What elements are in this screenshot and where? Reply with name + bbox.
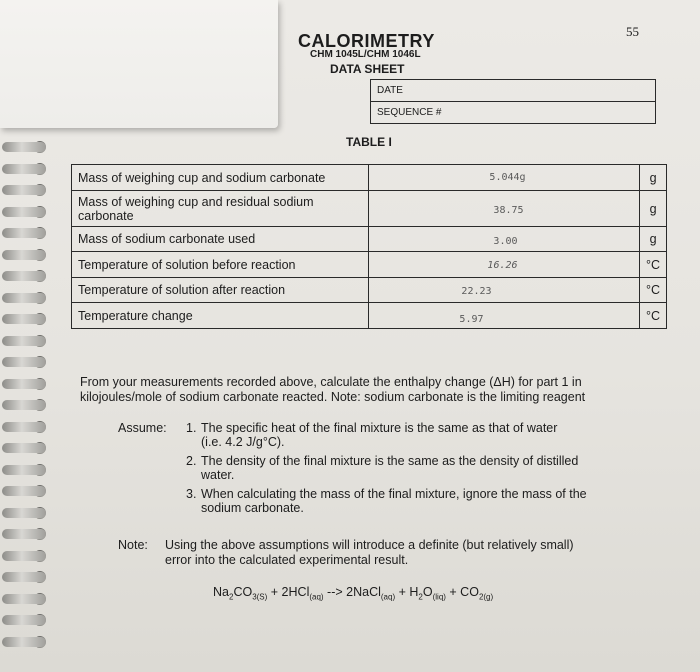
table-row — [72, 227, 667, 252]
handwritten-value: 22.23 — [461, 286, 492, 297]
handwritten-value: 3.00 — [493, 236, 518, 247]
row-unit: °C — [640, 278, 667, 303]
binding-ring — [2, 422, 46, 432]
row-value-cell — [369, 278, 640, 303]
row-unit: °C — [640, 252, 667, 278]
eq-subscript: 2(g) — [478, 592, 494, 602]
row-label: Mass of weighing cup and residual sodium carbonate — [72, 191, 369, 227]
handwritten-value: 5.044g — [489, 172, 526, 183]
row-label: Mass of weighing cup and sodium carbonate — [72, 165, 369, 191]
table-row — [72, 303, 667, 329]
date-field: DATE — [371, 80, 656, 102]
table-row — [72, 278, 667, 303]
eq-part: + CO — [445, 585, 479, 599]
eq-subscript: 2 — [228, 592, 234, 602]
row-unit: g — [640, 227, 667, 252]
note-text — [165, 538, 645, 568]
handwritten-value: 5.97 — [459, 314, 484, 325]
note-label: Note: — [118, 538, 148, 552]
note-line-2: error into the calculated experimental result. — [165, 553, 409, 567]
data-table — [71, 164, 667, 329]
table-title: TABLE I — [346, 135, 392, 149]
eq-subscript: 3(S) — [252, 592, 268, 602]
binding-ring — [2, 293, 46, 303]
binding-ring — [2, 164, 46, 174]
row-value-cell — [369, 165, 640, 191]
row-unit: °C — [640, 303, 667, 329]
binding-ring — [2, 207, 46, 217]
binding-ring — [2, 486, 46, 496]
assumption-3-number: 3. — [186, 487, 197, 501]
handwritten-value: 16.26 — [487, 260, 518, 271]
binding-ring — [2, 637, 46, 647]
table-row — [72, 165, 667, 191]
binding-ring — [2, 551, 46, 561]
assumption-3-text-cont: sodium carbonate. — [201, 501, 304, 515]
eq-subscript: (aq) — [309, 592, 324, 602]
row-value-cell — [369, 252, 640, 278]
row-label: Temperature change — [72, 303, 369, 329]
assumption-2-number: 2. — [186, 454, 197, 468]
sequence-field: SEQUENCE # — [371, 102, 656, 124]
binding-ring — [2, 250, 46, 260]
binding-ring — [2, 465, 46, 475]
row-label: Temperature of solution before reaction — [72, 252, 369, 278]
folded-page-corner — [0, 0, 278, 128]
table-row — [72, 191, 667, 227]
binding-ring — [2, 379, 46, 389]
chemical-equation — [213, 585, 493, 602]
eq-part: O — [422, 585, 433, 599]
eq-part: Na — [213, 585, 229, 599]
page-title: CALORIMETRY — [298, 31, 435, 51]
date-sequence-table — [370, 79, 656, 124]
assumption-1-text: The specific heat of the final mixture is the same as that of water — [201, 421, 558, 435]
binding-ring — [2, 508, 46, 518]
binding-ring — [2, 185, 46, 195]
note-line-1: Using the above assumptions will introduce a definite (but relatively small) — [165, 538, 574, 552]
eq-subscript: (liq) — [432, 592, 446, 602]
eq-part: CO — [233, 585, 253, 599]
row-label: Mass of sodium carbonate used — [72, 227, 369, 252]
handwritten-value: 38.75 — [493, 205, 524, 216]
binding-ring — [2, 336, 46, 346]
row-unit: g — [640, 191, 667, 227]
row-value-cell — [369, 303, 640, 329]
binding-ring — [2, 314, 46, 324]
spiral-binding — [0, 128, 50, 672]
instruction-paragraph: From your measurements recorded above, calculate the enthalpy change (ΔH) for part 1 in kilojoules/mole of sodium carbonate reacted. Note: sodium carbonate is the limiting reagent — [80, 375, 586, 404]
assumption-3-text: When calculating the mass of the final mixture, ignore the mass of the — [201, 487, 587, 501]
assume-label: Assume: — [118, 421, 167, 435]
row-unit: g — [640, 165, 667, 191]
eq-subscript: 2 — [418, 592, 423, 602]
binding-ring — [2, 529, 46, 539]
binding-ring — [2, 228, 46, 238]
data-sheet-heading: DATA SHEET — [330, 62, 405, 76]
assumption-2-text-cont: water. — [201, 468, 235, 482]
eq-subscript: (aq) — [380, 592, 396, 602]
assumption-2-text: The density of the final mixture is the same as the density of distilled — [201, 454, 579, 468]
eq-part: + 2HCl — [267, 585, 310, 599]
binding-ring — [2, 615, 46, 625]
binding-ring — [2, 594, 46, 604]
binding-ring — [2, 443, 46, 453]
eq-part: --> 2NaCl — [323, 585, 381, 599]
eq-part: + H — [395, 585, 419, 599]
row-value-cell — [369, 227, 640, 252]
binding-ring — [2, 572, 46, 582]
row-label: Temperature of solution after reaction — [72, 278, 369, 303]
table-row — [72, 252, 667, 278]
binding-ring — [2, 400, 46, 410]
course-code: CHM 1045L/CHM 1046L — [310, 49, 421, 60]
page-number: 55 — [626, 24, 639, 39]
row-value-cell — [369, 191, 640, 227]
assumption-1-text-cont: (i.e. 4.2 J/g°C). — [201, 435, 285, 449]
binding-ring — [2, 357, 46, 367]
binding-ring — [2, 142, 46, 152]
assumption-1-number: 1. — [186, 421, 197, 435]
binding-ring — [2, 271, 46, 281]
